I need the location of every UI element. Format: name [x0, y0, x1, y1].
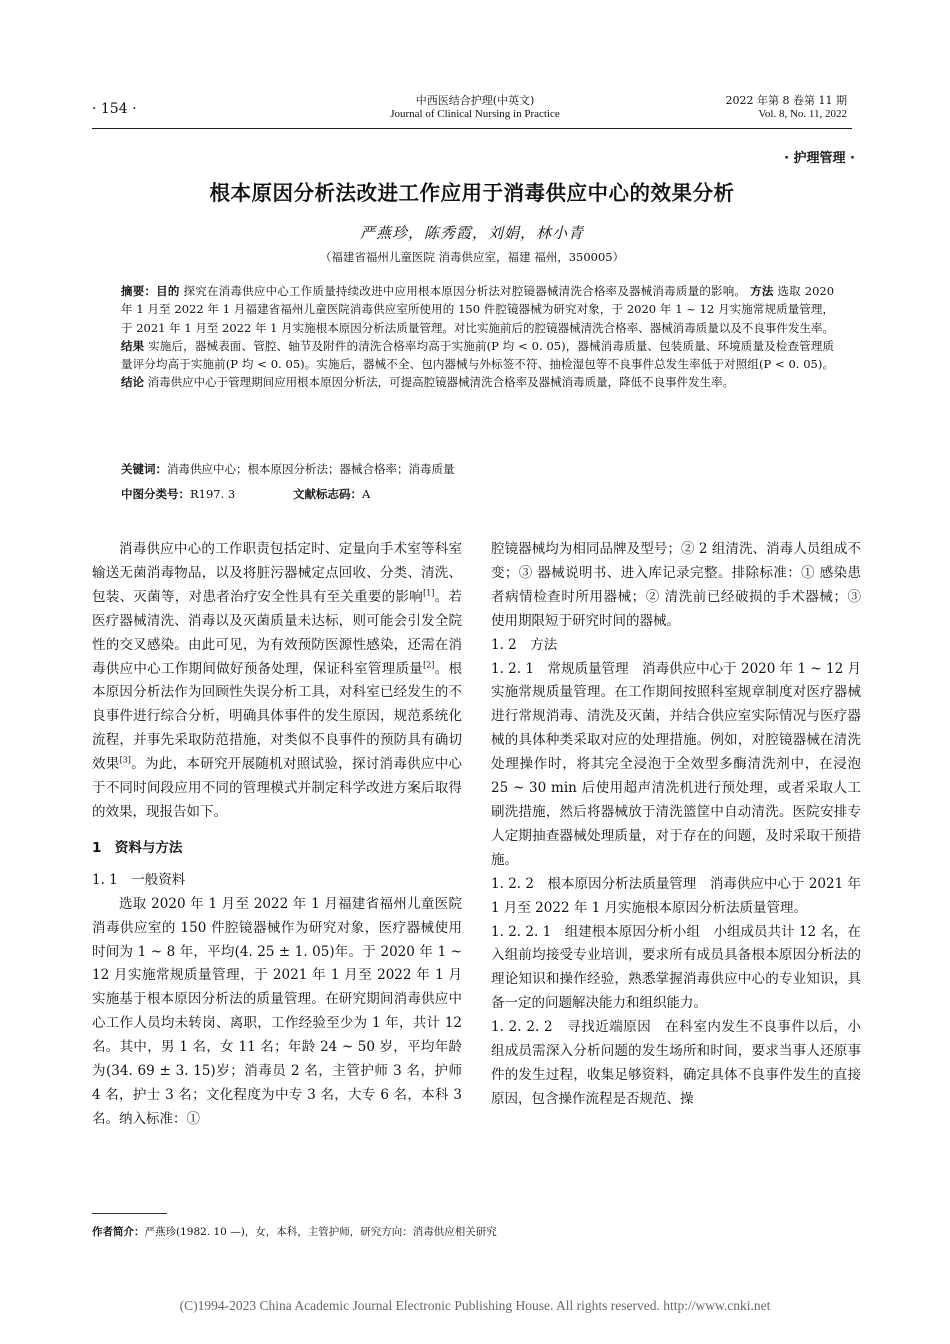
section-tag: · 护理管理 ·: [784, 151, 855, 166]
paragraph-1-1-continued: 腔镜器械均为相同品牌及型号；② 2 组清洗、消毒人员组成不变；③ 器械说明书、进入库记录完整。排除标准：① 感染患者病情检查时所用器械；② 清洗前已经破损的手术器械；③ 使用期限短于研究时间的器械。: [491, 541, 861, 629]
keywords: [121, 461, 834, 477]
journal-name-en: Journal of Clinical Nursing in Practice: [390, 108, 560, 120]
section-heading-1-2: 1. 2 方法: [491, 636, 558, 653]
section-heading-1-1: 1. 1 一般资料: [92, 871, 186, 888]
abstract-conclusion: 消毒供应中心于管理期间应用根本原因分析法，可提高腔镜器械清洗合格率及器械消毒质量，降低不良事件发生率。: [147, 375, 735, 390]
body-column-left: [92, 538, 462, 1132]
paragraph-1-2-2: 1. 2. 2 根本原因分析法质量管理 消毒供应中心于 2021 年 1 月至 2022 年 1 月实施根本原因分析法质量管理。: [491, 875, 861, 916]
journal-name-cn: 中西医结合护理(中英文): [415, 94, 535, 107]
footnote-divider: [92, 1213, 167, 1214]
clc-value: R197. 3: [190, 487, 236, 501]
abstract: [121, 282, 834, 392]
section-heading-1: 1 资料与方法: [92, 839, 183, 856]
paragraph-1-2-1: 1. 2. 1 常规质量管理 消毒供应中心于 2020 年 1 ~ 12 月实施常规质量管理。在工作期间按照科室规章制度对医疗器械进行常规消毒、清洗及灭菌，并结合供应室实际情况与医疗器械的具体种类采取对应的处理措施。例如，对腔镜器械在清洗处理操作时，将其完全浸泡于全效型多酶清洗剂中，在浸泡 25 ~ 30 min 后使用超声清洗机进行预处理，或者采取人工刷洗措施，然后将器械放于清洗篮筐中自动清洗。医院安排专人定期抽查器械处理质量，对于存在的问题，及时采取干预措施。: [491, 660, 861, 868]
clc-label: 中图分类号：: [121, 487, 190, 501]
issue-info-cn: 2022 年第 8 卷第 11 期: [725, 94, 847, 107]
issue-info-en: Vol. 8, No. 11, 2022: [758, 108, 847, 120]
paragraph-1-1: 选取 2020 年 1 月至 2022 年 1 月福建省福州儿童医院消毒供应室的 150 件腔镜器械作为研究对象，医疗器械使用时间为 1 ~ 8 年，平均(4. 25 ± 1. 05)年。于 2020 年 1 ~ 12 月实施常规质量管理，于 2021 年 1 月至 2022 年 1 月实施基于根本原因分析法的质量管理。在研究期间消毒供应中心工作人员均未转岗、离职，工作经验至少为 1 年，共计 12 名。其中，男 1 名，女 11 名；年龄 24 ~ 50 岁，平均年龄为(34. 69 ± 3. 15)岁；消毒员 2 名，主管护师 3 名，护师 4 名，护士 3 名；文化程度为中专 3 名，大专 6 名，本科 3 名。纳入标准：①: [92, 895, 462, 1127]
paragraph-1-2-2-2: 1. 2. 2. 2 寻找近端原因 在科室内发生不良事件以后，小组成员需深入分析问题的发生场所和时间，要求当事人还原事件的发生过程，收集足够资料，确定具体不良事件发生的直接原因，包含操作流程是否规范、操: [491, 1019, 861, 1107]
citation-1[interactable]: [1]: [423, 588, 435, 598]
abstract-objective: 探究在消毒供应中心工作质量持续改进中应用根本原因分析法对腔镜器械清洗合格率及器械消毒质量的影响。: [183, 284, 747, 298]
document-code-label: 文献标志码：: [293, 487, 362, 501]
footnote-text: 严燕珍(1982. 10 —)，女，本科，主管护师，研究方向：消毒供应相关研究: [144, 1226, 497, 1238]
copyright-watermark: (C)1994-2023 China Academic Journal Electronic Publishing House. All rights reserved. http://www.cnki.net: [179, 1298, 771, 1313]
abstract-methods-label: 方法: [750, 284, 774, 298]
author-footnote: [92, 1224, 497, 1239]
intro-paragraph: 消毒供应中心的工作职责包括定时、定量向手术室等科室输送无菌消毒物品，以及将脏污器械定点回收、分类、清洗、包装、灭菌等，对患者治疗安全性具有至关重要的影响[1]。若医疗器械清洗、消毒以及灭菌质量未达标，则可能会引发全院性的交叉感染。由此可见，为有效预防医源性感染，还需在消毒供应中心工作期间做好预备处理，保证科室管理质量[2]。根本原因分析法作为回顾性失误分析工具，对科室已经发生的不良事件进行综合分析，明确具体事件的发生原因，规范系统化流程，并事先采取防范措施，对类似不良事件的预防具有确切效果[3]。为此，本研究开展随机对照试验，探讨消毒供应中心于不同时间段应用不同的管理模式并制定科学改进方案后取得的效果，现报告如下。: [92, 541, 463, 820]
paragraph-1-2-2-1: 1. 2. 2. 1 组建根本原因分析小组 小组成员共计 12 名，在入组前均接受专业培训，要求所有成员具备根本原因分析法的理论知识和操作经验，熟悉掌握消毒供应中心的专业知识，具备一定的问题解决能力和组织能力。: [491, 923, 861, 1012]
page-number: · 154 ·: [92, 101, 137, 117]
clc-number: [121, 486, 235, 502]
citation-2[interactable]: [2]: [423, 660, 435, 670]
header-divider: [92, 128, 852, 129]
document-code-value: A: [362, 487, 371, 501]
abstract-results: 实施后，器械表面、管腔、轴节及附件的清洗合格率均高于实施前(P 均 < 0. 05)，器械消毒质量、包装质量、环境质量及检查管理质量评分均高于实施前(P 均 < 0. 05)。实施后，器械不全、包内器械与外标签不符、抽检湿包等不良事件总发生率低于对照组(P < 0. 05)。: [121, 338, 834, 372]
abstract-objective-label: 摘要：目的: [121, 284, 180, 298]
abstract-conclusion-label: 结论: [121, 375, 144, 390]
abstract-results-label: 结果: [121, 338, 145, 353]
article-title: 根本原因分析法改进工作应用于消毒供应中心的效果分析: [209, 181, 735, 205]
body-column-right: [491, 538, 861, 1112]
author-list: 严燕珍，陈秀霞，刘娟，林小青: [359, 224, 584, 242]
abstract-methods: 选取 2020 年 1 月至 2022 年 1 月福建省福州儿童医院消毒供应室所使用的 150 件腔镜器械为研究对象，于 2020 年 1 ~ 12 月实施常规质量管理，于 2021 年 1 月至 2022 年 1 月实施根本原因分析法质量管理。对比实施前后的腔镜器械清洗合格率、器械消毒质量以及不良事件发生率。: [121, 284, 835, 335]
affiliation: （福建省福州儿童医院 消毒供应室，福建 福州，350005）: [319, 250, 625, 264]
keywords-text: 消毒供应中心；根本原因分析法；器械合格率；消毒质量: [167, 462, 455, 476]
citation-3[interactable]: [3]: [119, 755, 131, 765]
keywords-label: 关键词：: [121, 462, 167, 476]
footnote-label: 作者简介：: [92, 1226, 145, 1238]
document-code: [293, 486, 370, 502]
